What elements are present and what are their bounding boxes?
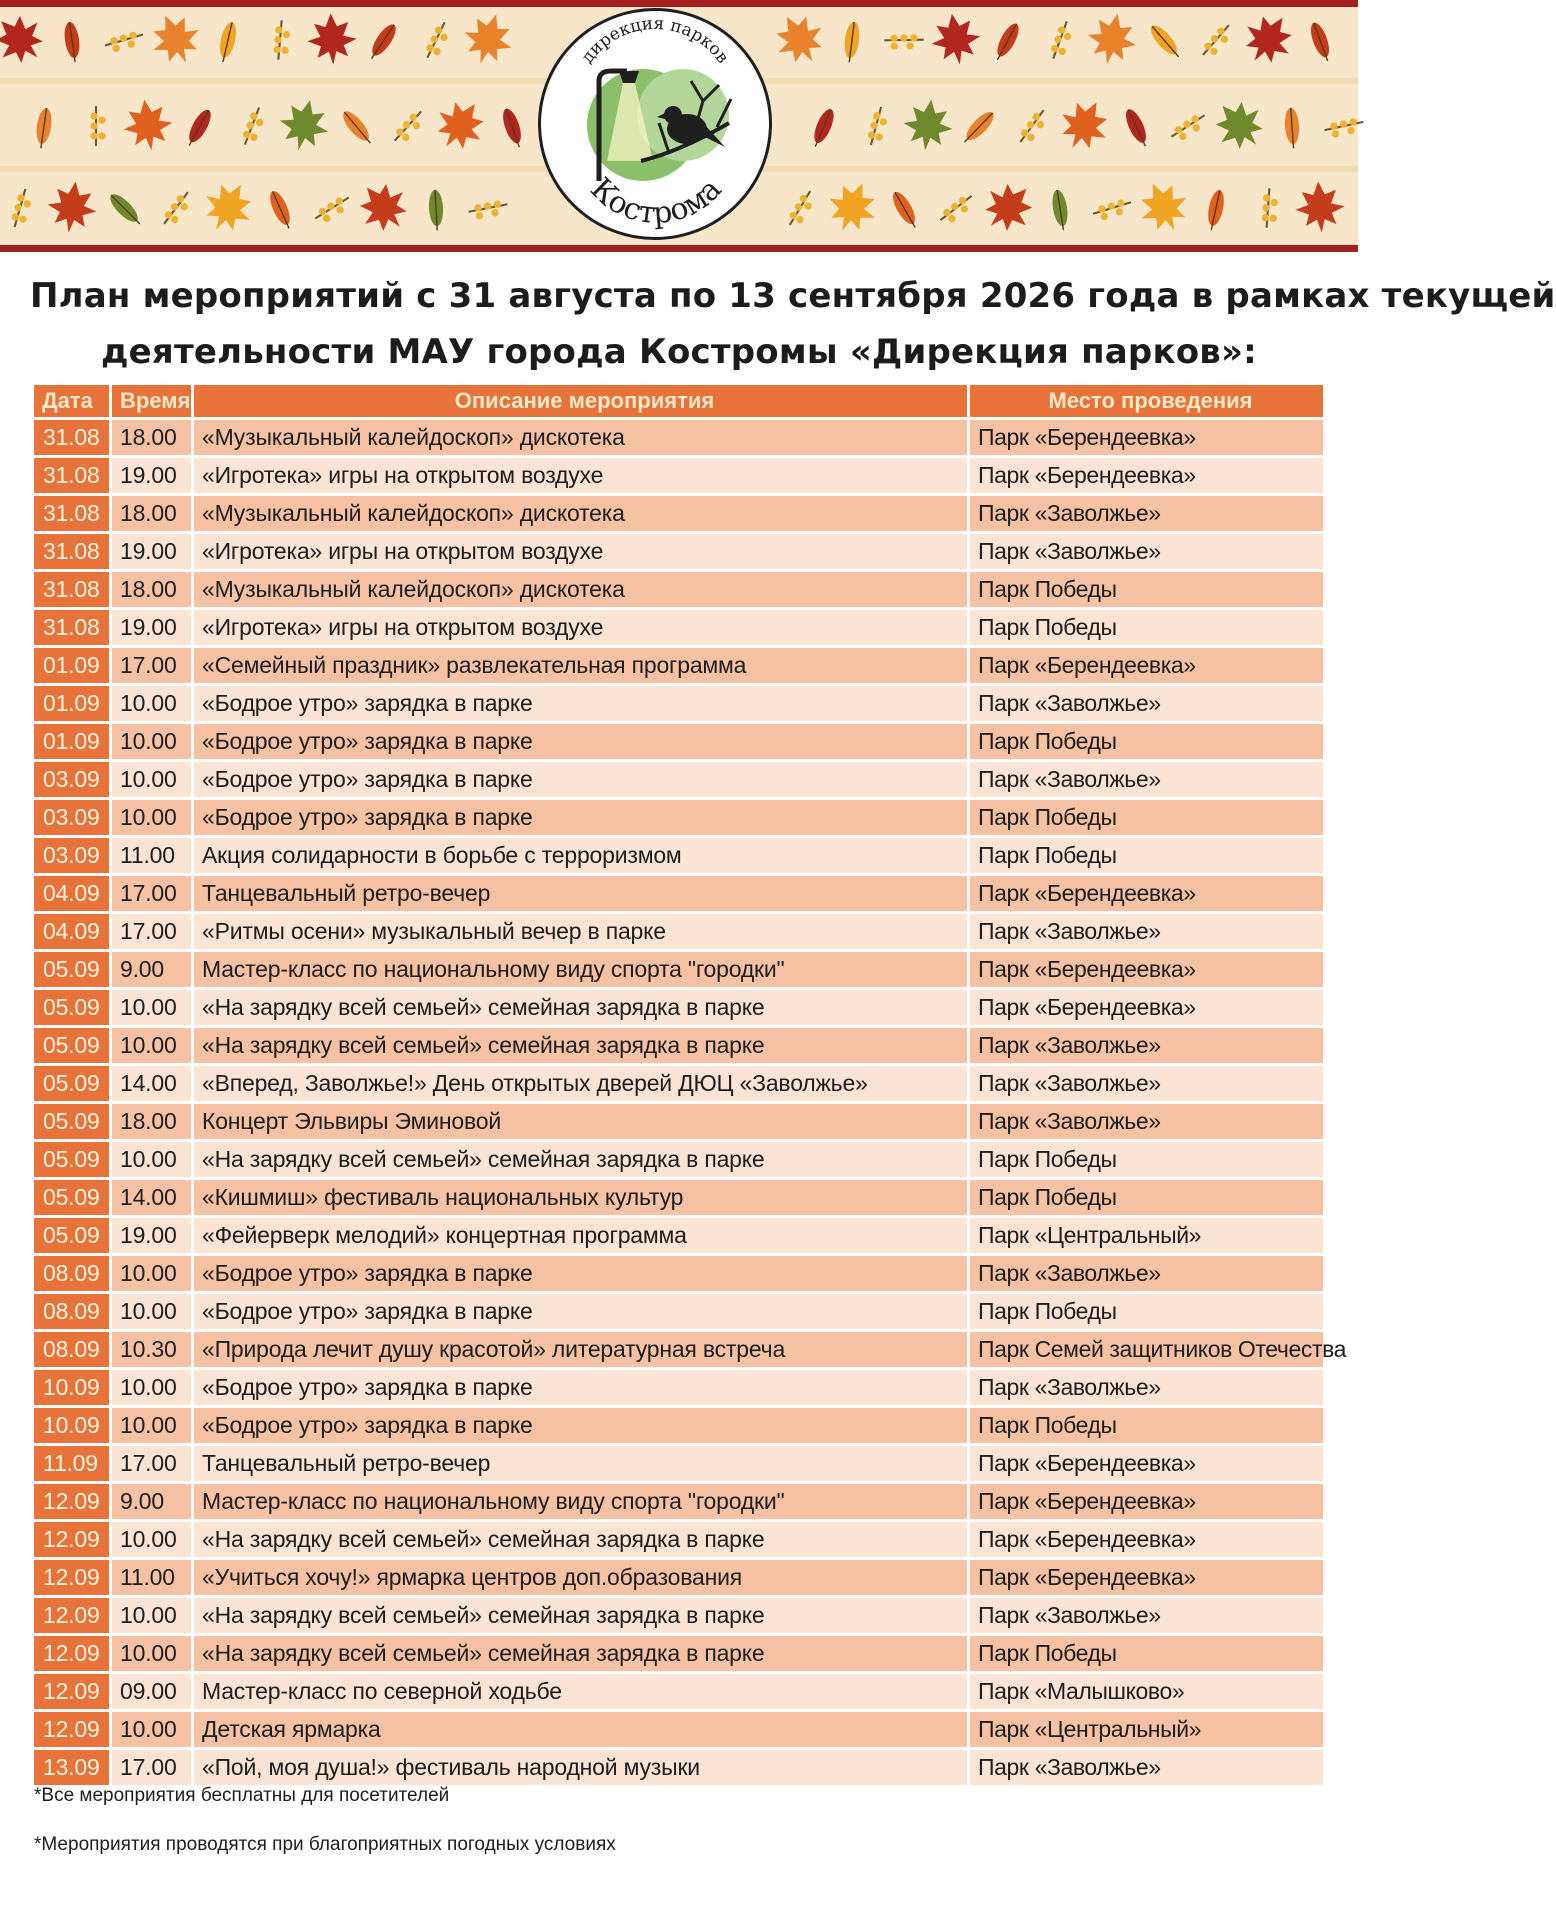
table-row [34,1025,1326,1063]
maple-leaf-icon [198,178,258,238]
table-row [34,1481,1326,1519]
logo-city-text: Кострома [583,171,729,232]
event-description: «На зарядку всей семьей» семейная зарядка в парке [194,1519,970,1557]
maple-leaf-icon [274,96,334,156]
event-description: Мастер-класс по национальному виду спорта "городки" [194,1481,970,1519]
event-time: 10.00 [112,987,194,1025]
event-date: 13.09 [34,1747,112,1785]
table-row [34,1291,1326,1329]
maple-leaf-icon [926,10,986,70]
event-location: Парк Победы [970,835,1326,873]
event-time: 19.00 [112,455,194,493]
event-date: 08.09 [34,1329,112,1367]
event-time: 11.00 [112,835,194,873]
maple-leaf-icon [146,10,206,70]
table-row [34,873,1326,911]
banner-bottom-rule [0,245,1358,252]
event-date: 10.09 [34,1367,112,1405]
oak-leaf-icon [822,10,882,70]
table-row [34,797,1326,835]
header-location: Место проведения [970,385,1326,417]
event-description: «На зарядку всей семьей» семейная зарядка в парке [194,1633,970,1671]
event-date: 01.09 [34,721,112,759]
event-time: 10.00 [112,1025,194,1063]
header-date: Дата [34,385,112,417]
berry-sprig-icon [1030,10,1090,70]
event-location: Парк «Заволжье» [970,1253,1326,1291]
event-location: Парк «Берендеевка» [970,949,1326,987]
table-row [34,1063,1326,1101]
event-location: Парк Победы [970,721,1326,759]
table-row [34,683,1326,721]
event-description: Мастер-класс по северной ходьбе [194,1671,970,1709]
oak-leaf-icon [406,178,466,238]
event-time: 09.00 [112,1671,194,1709]
berry-sprig-icon [926,178,986,238]
table-row [34,1215,1326,1253]
event-location: Парк «Заволжье» [970,1063,1326,1101]
events-table-body [34,417,1347,1785]
berry-sprig-icon [874,10,934,70]
event-time: 9.00 [112,1481,194,1519]
maple-leaf-icon [1290,178,1350,238]
table-row [34,987,1326,1025]
event-time: 18.00 [112,1101,194,1139]
oak-leaf-icon [354,10,414,70]
event-time: 19.00 [112,1215,194,1253]
table-row [34,1747,1326,1785]
oak-leaf-icon [170,96,230,156]
event-time: 10.00 [112,721,194,759]
event-location: Парк Победы [970,1405,1326,1443]
event-date: 12.09 [34,1595,112,1633]
table-row [34,1101,1326,1139]
event-time: 11.00 [112,1557,194,1595]
event-time: 10.00 [112,1633,194,1671]
oak-leaf-icon [1134,10,1194,70]
event-location: Парк «Берендеевка» [970,417,1326,455]
oak-leaf-icon [874,178,934,238]
logo-arc-text: дирекция парков [577,13,733,68]
event-description: «Бодрое утро» зарядка в парке [194,1367,970,1405]
event-date: 12.09 [34,1557,112,1595]
event-date: 05.09 [34,1101,112,1139]
event-date: 03.09 [34,835,112,873]
berry-sprig-icon [378,96,438,156]
event-date: 05.09 [34,949,112,987]
event-date: 11.09 [34,1443,112,1481]
event-location: Парк «Берендеевка» [970,1443,1326,1481]
oak-leaf-icon [1106,96,1166,156]
event-location: Парк Победы [970,1291,1326,1329]
note-weather: *Мероприятия проводятся при благоприятных погодных условиях [34,1834,616,1855]
maple-leaf-icon [430,96,490,156]
banner-top-rule [0,0,1358,7]
table-row [34,1139,1326,1177]
event-time: 14.00 [112,1063,194,1101]
table-row [34,1405,1326,1443]
event-description: «Бодрое утро» зарядка в парке [194,683,970,721]
maple-leaf-icon [770,10,830,70]
event-date: 05.09 [34,987,112,1025]
event-location: Парк «Заволжье» [970,1747,1326,1785]
event-description: Детская ярмарка [194,1709,970,1747]
event-time: 9.00 [112,949,194,987]
event-location: Парк «Центральный» [970,1215,1326,1253]
event-date: 31.08 [34,569,112,607]
event-time: 18.00 [112,417,194,455]
event-date: 12.09 [34,1709,112,1747]
event-date: 05.09 [34,1215,112,1253]
event-time: 17.00 [112,873,194,911]
event-location: Парк «Берендеевка» [970,645,1326,683]
event-location: Парк Победы [970,607,1326,645]
oak-leaf-icon [978,10,1038,70]
event-description: «Пой, моя душа!» фестиваль народной музыки [194,1747,970,1785]
event-date: 31.08 [34,455,112,493]
berry-sprig-icon [1082,178,1142,238]
event-time: 10.00 [112,1367,194,1405]
berry-sprig-icon [1186,10,1246,70]
event-location: Парк «Берендеевка» [970,873,1326,911]
event-description: «На зарядку всей семьей» семейная зарядка в парке [194,987,970,1025]
table-row [34,1443,1326,1481]
event-description: «Ритмы осени» музыкальный вечер в парке [194,911,970,949]
event-date: 31.08 [34,607,112,645]
berry-sprig-icon [770,178,830,238]
event-date: 10.09 [34,1405,112,1443]
berry-sprig-icon [1314,96,1374,156]
event-date: 04.09 [34,873,112,911]
table-row [34,607,1326,645]
event-time: 10.00 [112,797,194,835]
events-table [34,385,1347,1785]
event-date: 05.09 [34,1063,112,1101]
event-time: 10.00 [112,1253,194,1291]
event-location: Парк Победы [970,797,1326,835]
event-date: 31.08 [34,417,112,455]
berry-sprig-icon [94,10,154,70]
event-description: «Бодрое утро» зарядка в парке [194,721,970,759]
maple-leaf-icon [898,96,958,156]
event-time: 10.00 [112,1519,194,1557]
table-row [34,417,1326,455]
berry-sprig-icon [1158,96,1218,156]
event-description: «Бодрое утро» зарядка в парке [194,1253,970,1291]
park-directorate-logo [538,8,772,240]
event-location: Парк «Заволжье» [970,1595,1326,1633]
table-row [34,645,1326,683]
table-row [34,1633,1326,1671]
event-description: «Учиться хочу!» ярмарка центров доп.образования [194,1557,970,1595]
event-location: Парк «Заволжье» [970,683,1326,721]
bird-head-icon [664,106,682,124]
table-row [34,949,1326,987]
berry-sprig-icon [222,96,282,156]
event-time: 10.00 [112,1709,194,1747]
table-row [34,1253,1326,1291]
event-description: «Музыкальный калейдоскоп» дискотека [194,417,970,455]
oak-leaf-icon [482,96,542,156]
maple-leaf-icon [1238,10,1298,70]
event-time: 10.00 [112,759,194,797]
table-row [34,455,1326,493]
event-time: 14.00 [112,1177,194,1215]
title-line-1: План мероприятий с 31 августа по 13 сентября 2026 года в рамках текущей [30,276,1556,316]
event-date: 05.09 [34,1139,112,1177]
table-row [34,1519,1326,1557]
table-row [34,1329,1326,1367]
event-time: 17.00 [112,1747,194,1785]
event-description: Танцевальный ретро-вечер [194,873,970,911]
event-location: Парк «Центральный» [970,1709,1326,1747]
berry-sprig-icon [846,96,906,156]
maple-leaf-icon [822,178,882,238]
event-time: 19.00 [112,607,194,645]
table-row [34,1709,1326,1747]
maple-leaf-icon [354,178,414,238]
event-time: 17.00 [112,645,194,683]
note-free-entry: *Все мероприятия бесплатны для посетителей [34,1785,450,1806]
event-date: 05.09 [34,1177,112,1215]
oak-leaf-icon [1290,10,1350,70]
event-description: Танцевальный ретро-вечер [194,1443,970,1481]
event-location: Парк «Заволжье» [970,1025,1326,1063]
berry-sprig-icon [406,10,466,70]
event-time: 19.00 [112,531,194,569]
event-date: 12.09 [34,1481,112,1519]
berry-sprig-icon [146,178,206,238]
event-location: Парк «Берендеевка» [970,1519,1326,1557]
header-description: Описание мероприятия [194,385,970,417]
event-description: «Бодрое утро» зарядка в парке [194,1291,970,1329]
oak-leaf-icon [326,96,386,156]
oak-leaf-icon [250,178,310,238]
page-title [30,268,1556,380]
oak-leaf-icon [42,10,102,70]
table-row [34,531,1326,569]
oak-leaf-icon [198,10,258,70]
event-location: Парк «Заволжье» [970,1101,1326,1139]
event-time: 10.00 [112,1595,194,1633]
oak-leaf-icon [794,96,854,156]
event-location: Парк Победы [970,1177,1326,1215]
event-description: «Бодрое утро» зарядка в парке [194,1405,970,1443]
berry-sprig-icon [1238,178,1298,238]
event-date: 04.09 [34,911,112,949]
event-description: «Игротека» игры на открытом воздухе [194,455,970,493]
event-location: Парк «Заволжье» [970,759,1326,797]
event-time: 17.00 [112,911,194,949]
event-description: «На зарядку всей семьей» семейная зарядка в парке [194,1025,970,1063]
event-description: «Игротека» игры на открытом воздухе [194,607,970,645]
table-row [34,911,1326,949]
event-date: 01.09 [34,645,112,683]
event-time: 17.00 [112,1443,194,1481]
event-location: Парк Семей защитников Отечества [970,1329,1326,1367]
event-time: 10.30 [112,1329,194,1367]
event-description: «Вперед, Заволжье!» День открытых дверей ДЮЦ «Заволжье» [194,1063,970,1101]
table-row [34,1177,1326,1215]
table-row [34,721,1326,759]
oak-leaf-icon [1186,178,1246,238]
oak-leaf-icon [94,178,154,238]
oak-leaf-icon [950,96,1010,156]
event-date: 03.09 [34,797,112,835]
event-date: 01.09 [34,683,112,721]
oak-leaf-icon [1262,96,1322,156]
event-time: 18.00 [112,493,194,531]
event-location: Парк Победы [970,569,1326,607]
table-row [34,493,1326,531]
autumn-leaves-banner [0,0,1358,252]
event-description: «Кишмиш» фестиваль национальных культур [194,1177,970,1215]
event-description: «Музыкальный калейдоскоп» дискотека [194,569,970,607]
event-time: 18.00 [112,569,194,607]
maple-leaf-icon [1082,10,1142,70]
maple-leaf-icon [978,178,1038,238]
event-description: «Природа лечит душу красотой» литературная встреча [194,1329,970,1367]
event-location: Парк «Берендеевка» [970,1557,1326,1595]
event-date: 08.09 [34,1253,112,1291]
event-date: 05.09 [34,1025,112,1063]
event-location: Парк «Малышково» [970,1671,1326,1709]
event-description: Акция солидарности в борьбе с терроризмом [194,835,970,873]
event-date: 03.09 [34,759,112,797]
maple-leaf-icon [1054,96,1114,156]
event-time: 10.00 [112,1139,194,1177]
event-location: Парк «Заволжье» [970,531,1326,569]
maple-leaf-icon [118,96,178,156]
event-location: Парк «Берендеевка» [970,987,1326,1025]
berry-sprig-icon [66,96,126,156]
berry-sprig-icon [1002,96,1062,156]
oak-leaf-icon [14,96,74,156]
berry-sprig-icon [250,10,310,70]
berry-sprig-icon [302,178,362,238]
event-description: «На зарядку всей семьей» семейная зарядка в парке [194,1139,970,1177]
event-location: Парк Победы [970,1139,1326,1177]
table-row [34,1557,1326,1595]
table-row [34,1671,1326,1709]
event-description: Концерт Эльвиры Эминовой [194,1101,970,1139]
maple-leaf-icon [458,10,518,70]
table-header-row [34,385,1326,417]
event-description: «Бодрое утро» зарядка в парке [194,797,970,835]
event-time: 10.00 [112,1291,194,1329]
event-date: 31.08 [34,531,112,569]
event-description: «Фейерверк мелодий» концертная программа [194,1215,970,1253]
maple-leaf-icon [302,10,362,70]
event-location: Парк «Берендеевка» [970,455,1326,493]
event-description: «Игротека» игры на открытом воздухе [194,531,970,569]
event-date: 31.08 [34,493,112,531]
berry-sprig-icon [458,178,518,238]
event-date: 12.09 [34,1519,112,1557]
table-row [34,759,1326,797]
event-location: Парк Победы [970,1633,1326,1671]
title-line-2: деятельности МАУ города Костромы «Дирекция парков»: [101,332,1257,372]
event-description: «Музыкальный калейдоскоп» дискотека [194,493,970,531]
table-row [34,1595,1326,1633]
event-description: «Семейный праздник» развлекательная программа [194,645,970,683]
table-row [34,835,1326,873]
event-location: Парк «Заволжье» [970,911,1326,949]
event-time: 10.00 [112,1405,194,1443]
event-location: Парк «Заволжье» [970,493,1326,531]
event-location: Парк «Берендеевка» [970,1481,1326,1519]
header-time: Время [112,385,194,417]
event-time: 10.00 [112,683,194,721]
maple-leaf-icon [1210,96,1270,156]
event-location: Парк «Заволжье» [970,1367,1326,1405]
maple-leaf-icon [42,178,102,238]
table-row [34,1367,1326,1405]
event-description: «Бодрое утро» зарядка в парке [194,759,970,797]
event-date: 12.09 [34,1671,112,1709]
event-description: Мастер-класс по национальному виду спорта "городки" [194,949,970,987]
event-date: 12.09 [34,1633,112,1671]
maple-leaf-icon [1134,178,1194,238]
event-description: «На зарядку всей семьей» семейная зарядка в парке [194,1595,970,1633]
event-date: 08.09 [34,1291,112,1329]
oak-leaf-icon [1030,178,1090,238]
table-row [34,569,1326,607]
